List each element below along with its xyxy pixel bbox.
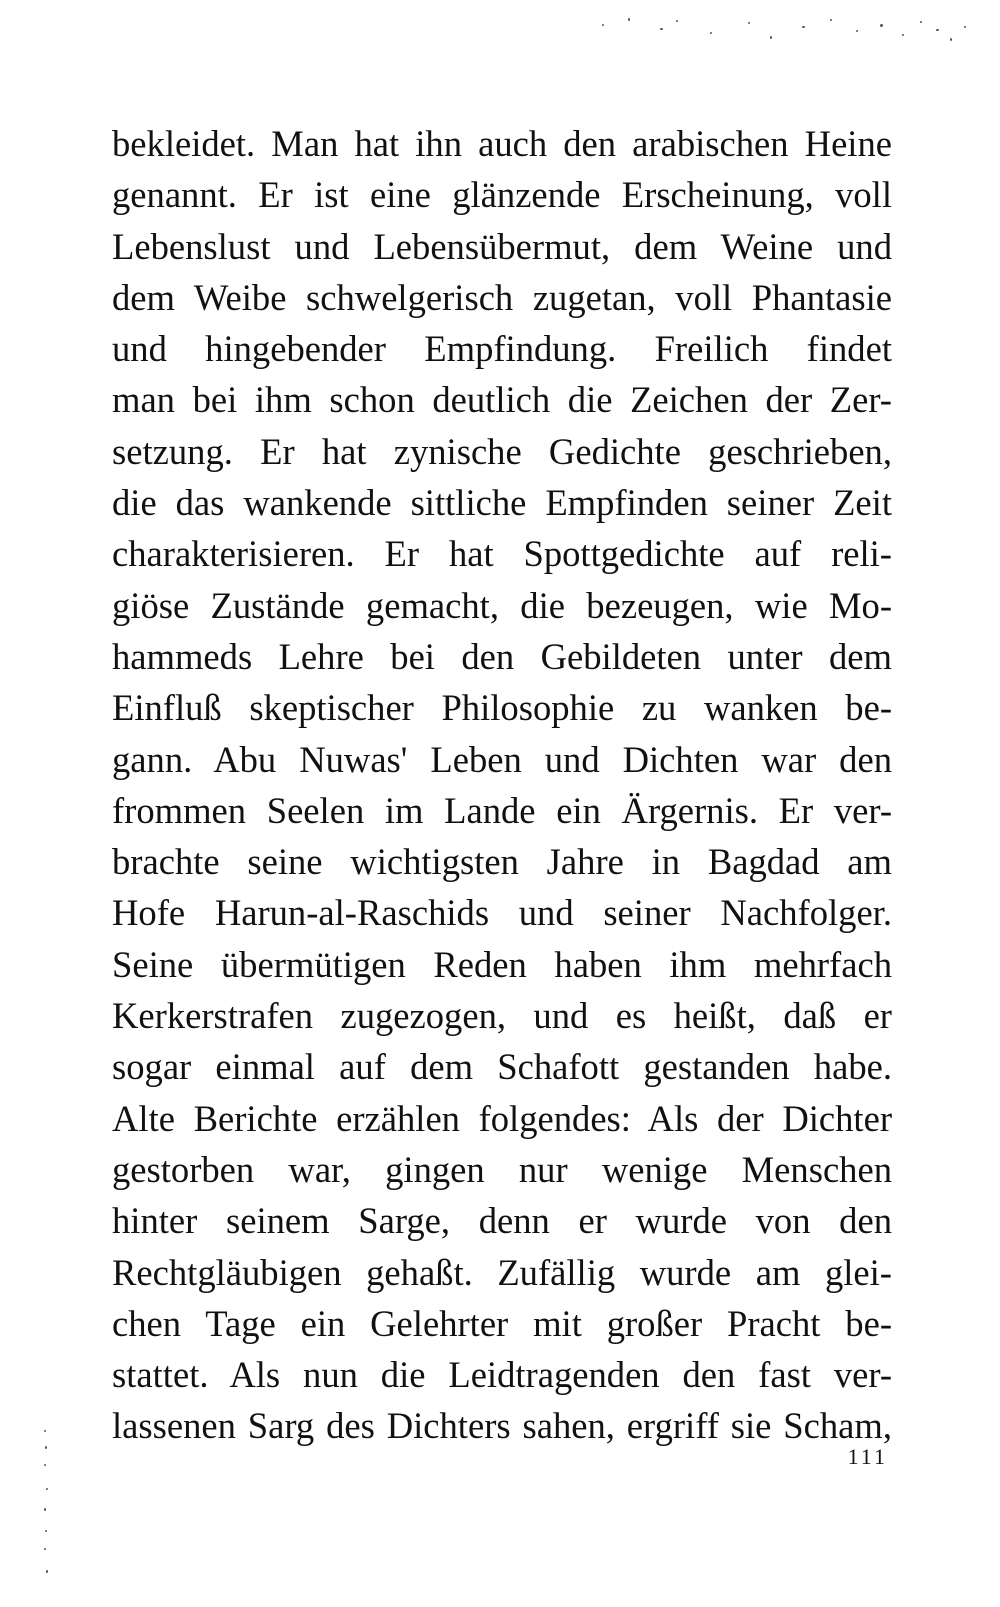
text-line-15: brachte seine wichtigsten Jahre in Bagdad am <box>112 841 892 883</box>
text-line-4: dem Weibe schwelgerisch zugetan, voll Phantasie <box>112 276 892 318</box>
text-line-1: bekleidet. Man hat ihn auch den arabischen Heine <box>112 123 892 164</box>
text-line-12: Einfluß skeptischer Philosophie zu wanken be- <box>112 687 892 729</box>
text-line-18: Kerkerstrafen zugezogen, und es heißt, daß er <box>112 995 892 1037</box>
body-text <box>112 118 892 1452</box>
text-line-19: sogar einmal auf dem Schafott gestanden habe. <box>112 1046 892 1088</box>
text-line-24: chen Tage ein Gelehrter mit großer Pracht be- <box>112 1302 892 1344</box>
text-line-7: setzung. Er hat zynische Gedichte geschrieben, <box>112 430 892 472</box>
text-line-17: Seine übermütigen Reden haben ihm mehrfach <box>112 943 892 985</box>
text-line-21: gestorben war, gingen nur wenige Menschen <box>112 1148 892 1190</box>
text-line-20: Alte Berichte erzählen folgendes: Als der Dichter <box>112 1097 892 1139</box>
text-line-13: gann. Abu Nuwas' Leben und Dichten war den <box>112 738 892 780</box>
text-line-16: Hofe Harun-al-Raschids und seiner Nachfolger. <box>112 892 892 934</box>
text-line-22: hinter seinem Sarge, denn er wurde von den <box>112 1200 892 1242</box>
text-line-11: hammeds Lehre bei den Gebildeten unter dem <box>112 635 892 677</box>
text-line-8: die das wankende sittliche Empfinden seiner Zeit <box>112 482 892 524</box>
text-line-25: stattet. Als nun die Leidtragenden den fast ver- <box>112 1354 892 1396</box>
text-line-6: man bei ihm schon deutlich die Zeichen der Zer- <box>112 379 892 421</box>
text-line-9: charakterisieren. Er hat Spottgedichte auf reli- <box>112 533 892 575</box>
text-line-23: Rechtgläubigen gehaßt. Zufällig wurde am glei- <box>112 1251 892 1293</box>
page-number: 111 <box>847 1444 888 1469</box>
text-line-26: lassenen Sarg des Dichters sahen, ergriff sie Scham, <box>112 1405 892 1447</box>
text-line-2: genannt. Er ist eine glänzende Erscheinung, voll <box>112 174 892 216</box>
scan-noise-top <box>580 10 980 50</box>
text-line-14: frommen Seelen im Lande ein Ärgernis. Er ver- <box>112 789 892 831</box>
text-line-10: giöse Zustände gemacht, die bezeugen, wie Mo- <box>112 584 892 626</box>
text-line-5: und hingebender Empfindung. Freilich findet <box>112 328 892 370</box>
scan-noise-left <box>38 1420 54 1590</box>
text-line-3: Lebenslust und Lebensübermut, dem Weine und <box>112 225 892 267</box>
